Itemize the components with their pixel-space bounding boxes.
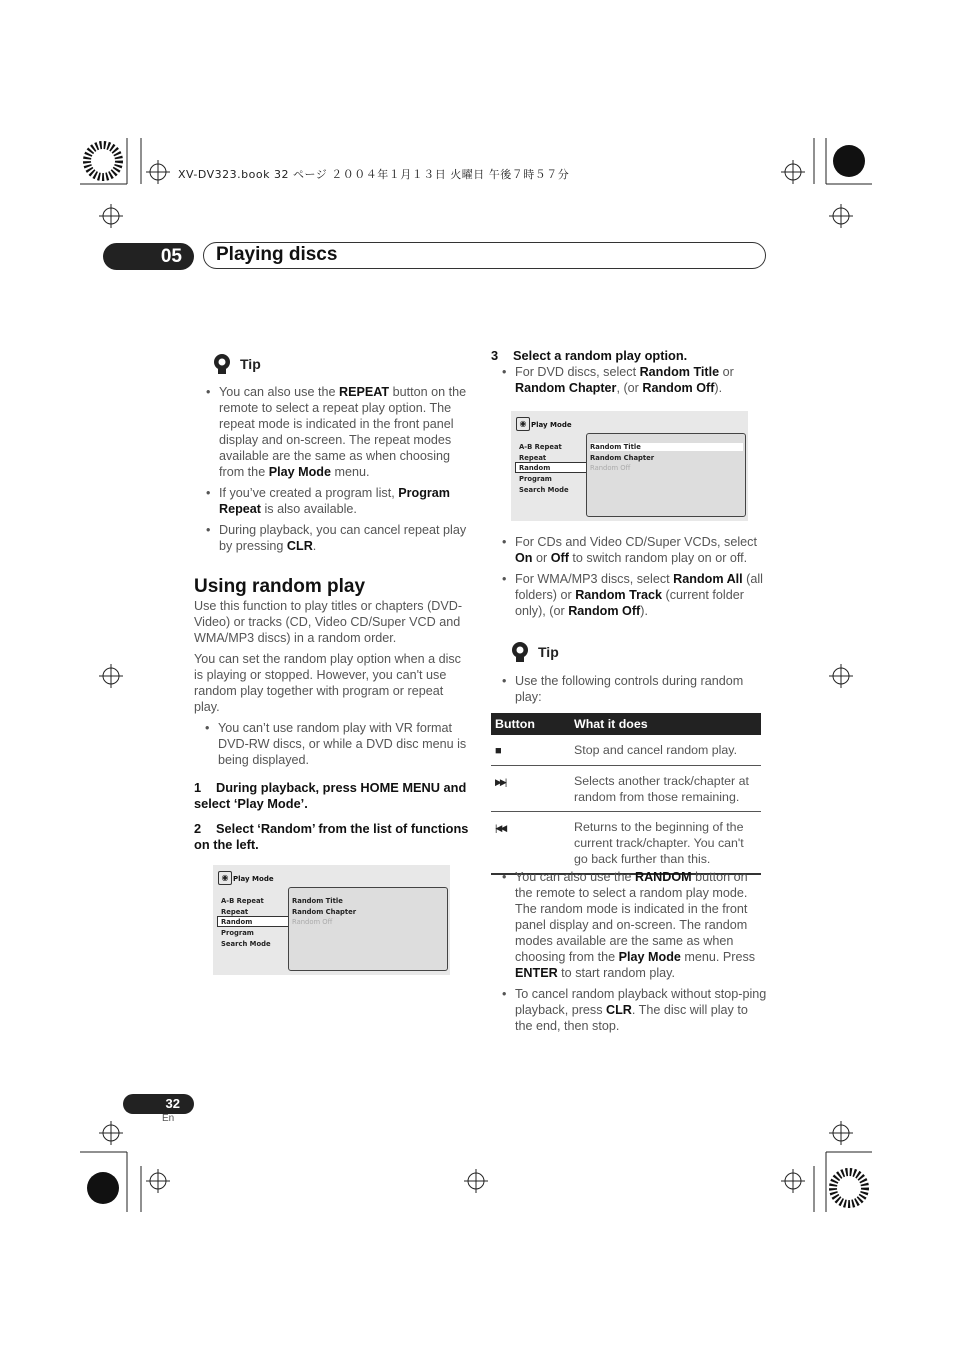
menu-item-search-mode: Search Mode — [221, 940, 271, 948]
table-cell: Stop and cancel random play. — [570, 735, 761, 766]
list-item: • If you’ve created a program list, Program Repeat is also available. — [205, 485, 470, 517]
list-item: • For DVD discs, select Random Title or Random Chapter, (or Random Off). — [501, 364, 767, 396]
print-header: XV-DV323.book 32 ページ ２００４年１月１３日 火曜日 午後７時５７分 — [178, 168, 570, 181]
random-notes-list — [501, 869, 767, 1034]
tip-label: Tip — [240, 356, 261, 372]
menu-item-repeat: Repeat — [221, 908, 249, 916]
list-item: • For WMA/MP3 discs, select Random All (all folders) or Random Track (current folder only), (or Random Off). — [501, 571, 767, 619]
table-header-row — [491, 713, 761, 735]
chapter-title: Playing discs — [216, 244, 338, 265]
table-cell: Selects another track/chapter at random from those remaining. — [570, 766, 761, 812]
list-item: • During playback, you can cancel repeat play by pressing CLR. — [205, 522, 470, 554]
menu-item-search-mode: Search Mode — [519, 486, 569, 494]
column-header-what-it-does: What it does — [570, 713, 761, 735]
page-language: En — [162, 1113, 175, 1124]
paragraph: Use this function to play titles or chapters (DVD-Video) or tracks (CD, Video CD/Super VCD and WMA/MP3 discs) in a random order. — [194, 599, 463, 645]
random-notes — [501, 869, 767, 1039]
step-3: 3 Select a random play option. — [491, 348, 688, 363]
menu-item-program: Program — [221, 929, 254, 937]
disc-icon: ◉ — [218, 871, 232, 885]
list-item: • You can also use the REPEAT button on the remote to select a repeat play option. The repeat mode is indicated in the front panel display and on-screen. The repeat modes available are the same as when choosing from the Play Mode menu. — [205, 384, 470, 480]
table-row — [491, 812, 761, 875]
option-random-off: Random Off — [590, 464, 631, 472]
list-item: • You can’t use random play with VR format DVD-RW discs, or while a DVD disc menu is being displayed. — [204, 720, 470, 768]
menu-item-random: Random — [515, 462, 587, 473]
step-3-list — [501, 364, 767, 396]
table-row — [491, 766, 761, 812]
section-body — [194, 598, 470, 853]
menu-item-ab-repeat: A-B Repeat — [519, 443, 562, 451]
list-item: • Use the following controls during random play: — [501, 673, 767, 705]
option-random-title: Random Title — [292, 897, 343, 905]
disc-icon: ◉ — [516, 417, 530, 431]
play-mode-screen-2 — [511, 411, 748, 521]
step-1: 1 During playback, press HOME MENU and select ‘Play Mode’. — [194, 780, 467, 811]
tip-list — [501, 673, 767, 705]
screen-title: Play Mode — [531, 421, 572, 429]
menu-item-random: Random — [217, 916, 289, 927]
table-row — [491, 735, 761, 766]
list-item: • You can also use the RANDOM button on the remote to select a random play mode. The random mode is indicated in the front panel display and on-screen. The random modes available are the same as when choosing from the Play Mode menu. Press ENTER to start random play. — [501, 869, 767, 981]
menu-item-repeat: Repeat — [519, 454, 547, 462]
chapter-number-badge: 05 — [103, 243, 194, 270]
disc-type-notes — [501, 534, 767, 624]
stop-icon: ■ — [495, 745, 502, 757]
option-random-title: Random Title — [590, 443, 743, 451]
options-panel — [288, 887, 448, 971]
option-random-chapter: Random Chapter — [292, 908, 357, 916]
screen-title: Play Mode — [233, 875, 274, 883]
table-cell: Returns to the beginning of the current track/chapter. You can't go back further than this. — [570, 812, 761, 875]
tip-list — [205, 384, 470, 554]
list-item: • For CDs and Video CD/Super VCDs, select On or Off to switch random play on or off. — [501, 534, 767, 566]
tip-block-right — [501, 640, 767, 710]
next-track-icon: ▶▶| — [495, 777, 506, 787]
section-heading: Using random play — [194, 576, 366, 597]
disc-type-list — [501, 534, 767, 619]
option-random-chapter: Random Chapter — [590, 454, 655, 462]
tip-block-left — [205, 352, 470, 559]
controls-table — [491, 713, 761, 875]
note-list — [204, 720, 470, 768]
options-panel — [586, 433, 746, 517]
controls-table-wrap — [491, 713, 761, 875]
play-mode-screen-1 — [213, 865, 450, 975]
column-header-button: Button — [491, 713, 570, 735]
lightbulb-icon — [508, 640, 532, 664]
list-item: • To cancel random playback without stop-ping playback, press CLR. The disc will play to the end, then stop. — [501, 986, 767, 1034]
previous-track-icon: |◀◀ — [495, 823, 506, 833]
page-number: 32 — [123, 1094, 194, 1114]
paragraph: You can set the random play option when a disc is playing or stopped. However, you can't use random play together with program or repeat play. — [194, 652, 461, 714]
menu-item-program: Program — [519, 475, 552, 483]
tip-label: Tip — [538, 644, 559, 660]
step-2: 2 Select ‘Random’ from the list of functions on the left. — [194, 821, 469, 852]
lightbulb-icon — [210, 352, 234, 376]
step-3-block — [491, 348, 767, 401]
option-random-off: Random Off — [292, 918, 333, 926]
menu-item-ab-repeat: A-B Repeat — [221, 897, 264, 905]
